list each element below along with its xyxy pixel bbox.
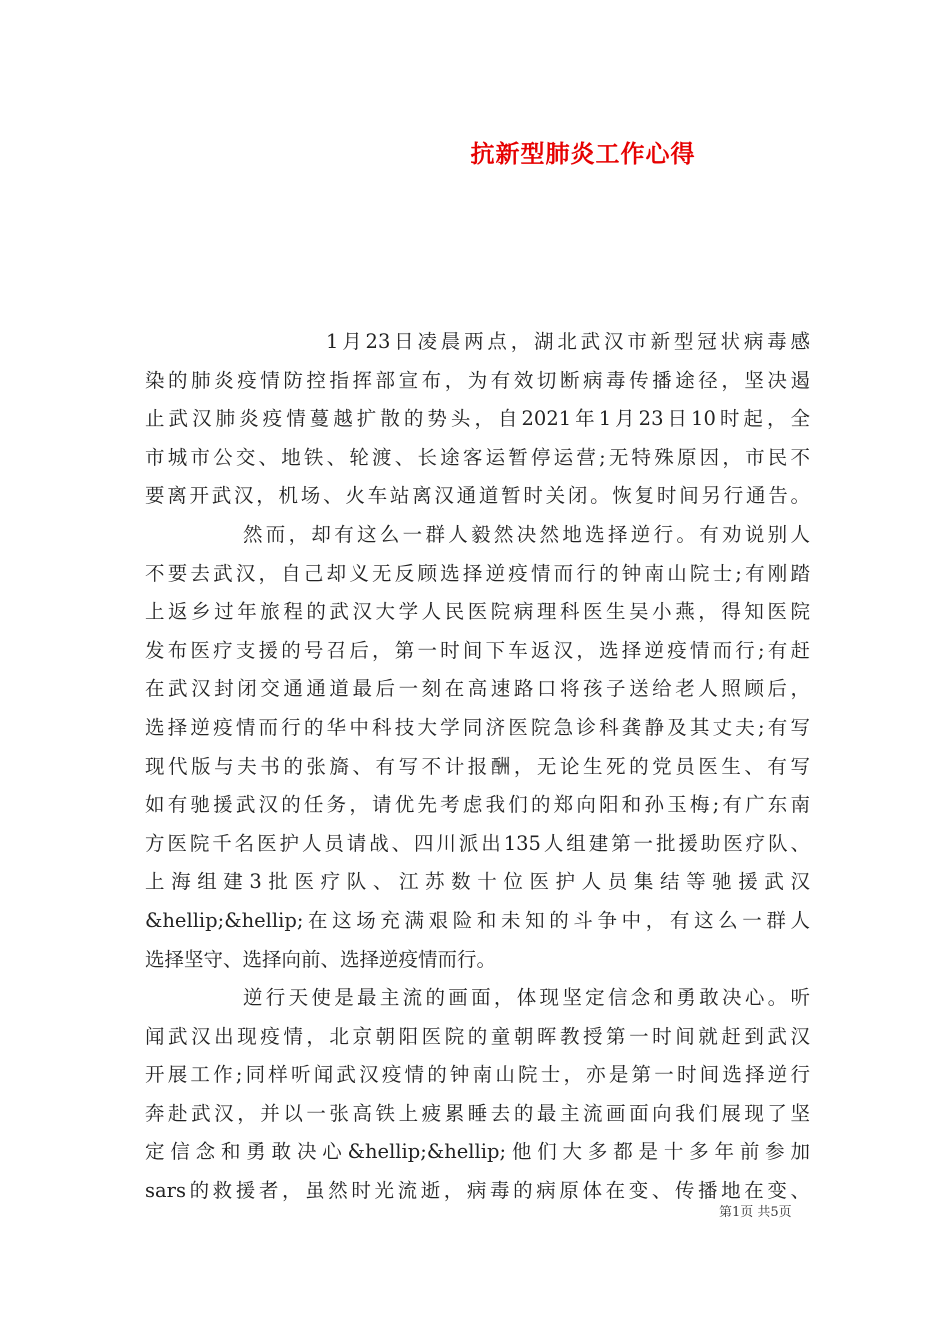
text-line: 不要去武汉，自己却义无反顾选择逆疫情而行的钟南山院士;有刚踏 [145,561,810,585]
text-line: 1月23日凌晨两点，湖北武汉市新型冠状病毒感 [326,330,810,353]
text-line: 方医院千名医护人员请战、四川派出135人组建第一批援助医疗队、 [145,831,810,855]
text-line: 在武汉封闭交通通道最后一刻在高速路口将孩子送给老人照顾后， [145,677,810,701]
text-line: 然而，却有这么一群人毅然决然地选择逆行。有劝说别人 [243,522,810,546]
text-line: 选择坚守、选择向前、选择逆疫情而行。 [145,947,497,971]
paragraph-3 [145,979,810,1211]
text-line: 开展工作;同样听闻武汉疫情的钟南山院士，亦是第一时间选择逆行 [145,1063,810,1087]
text-line: 选择逆疫情而行的华中科技大学同济医院急诊科龚静及其丈夫;有写 [145,715,810,739]
text-line: 上海组建3批医疗队、江苏数十位医护人员集结等驰援武汉 [145,870,810,894]
text-line: 上返乡过年旅程的武汉大学人民医院病理科医生吴小燕，得知医院 [145,600,810,624]
text-line: &hellip;&hellip;在这场充满艰险和未知的斗争中，有这么一群人 [145,908,810,932]
text-line: 如有驰援武汉的任务，请优先考虑我们的郑向阳和孙玉梅;有广东南 [145,793,810,817]
text-line: 发布医疗支援的号召后，第一时间下车返汉，选择逆疫情而行;有赶 [145,638,810,662]
text-line: 逆行天使是最主流的画面，体现坚定信念和勇敢决心。听 [243,986,810,1010]
text-line: 止武汉肺炎疫情蔓越扩散的势头，自2021年1月23日10时起，全 [145,407,810,431]
text-line: sars的救援者，虽然时光流逝，病毒的病原体在变、传播地在变、 [145,1179,810,1203]
page-number-footer: 第1页 共5页 [719,1205,792,1220]
text-line: 市城市公交、地铁、轮渡、长途客运暂停运营;无特殊原因，市民不 [145,445,810,469]
paragraph-2 [145,516,810,979]
text-line: 定信念和勇敢决心&hellip;&hellip;他们大多都是十多年前参加 [145,1140,810,1164]
text-line: 奔赴武汉，并以一张高铁上疲累睡去的最主流画面向我们展现了坚 [145,1101,810,1125]
text-line: 染的肺炎疫情防控指挥部宣布，为有效切断病毒传播途径，坚决遏 [145,368,810,392]
text-line: 闻武汉出现疫情，北京朝阳医院的童朝晖教授第一时间就赶到武汉 [145,1024,810,1048]
text-line: 现代版与夫书的张旖、有写不计报酬，无论生死的党员医生、有写 [145,754,810,778]
document-title: 抗新型肺炎工作心得 [470,139,696,168]
document-body [145,323,810,1211]
text-line: 要离开武汉，机场、火车站离汉通道暂时关闭。恢复时间另行通告。 [145,484,810,508]
paragraph-1 [145,323,810,516]
